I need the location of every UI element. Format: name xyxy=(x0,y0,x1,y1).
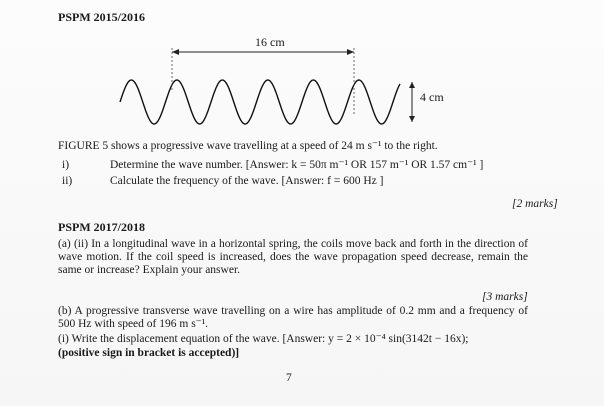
section-title: PSPM 2017/2018 xyxy=(58,220,145,234)
height-arrow-top-head xyxy=(409,82,415,88)
figure-caption: FIGURE 5 shows a progressive wave travelling at a speed of 24 m s⁻¹ to the right. xyxy=(58,140,438,152)
question-bi-text: (i) Write the displacement equation of the wave. [Answer: y = 2 × 10⁻⁴ sin(3142t − 16x); xyxy=(58,333,469,345)
item-i-text: Determine the wave number. [Answer: k = 50π m⁻¹ OR 157 m⁻¹ OR 1.57 cm⁻¹ ] xyxy=(110,159,484,171)
wave-curve xyxy=(120,80,400,124)
question-b-text: (b) A progressive transverse wave travelling on a wire has amplitude of 0.2 mm and a frequency of 500 Hz with speed of 196 m s⁻¹. xyxy=(58,305,528,330)
marks-2015: [2 marks] xyxy=(512,198,558,210)
item-ii-number: ii) xyxy=(62,175,73,187)
page-number: 7 xyxy=(286,372,292,384)
item-i-number: i) xyxy=(62,159,70,171)
item-ii-text: Calculate the frequency of the wave. [Answer: f = 600 Hz ] xyxy=(110,175,384,187)
width-label: 16 cm xyxy=(255,35,285,49)
question-a-text: (a) (ii) In a longitudinal wave in a horizontal spring, the coils move back and forth in the direction of wave motion. If the coil speed is increased, does the wave propagation speed decrease, remain the same or increase? Explain your answer. xyxy=(58,238,528,276)
marks-2017: [3 marks] xyxy=(482,291,528,303)
header-title: PSPM 2015/2016 xyxy=(58,10,145,24)
width-arrow-left-head xyxy=(172,49,179,55)
width-arrow-right-head xyxy=(347,49,354,55)
wave-figure xyxy=(100,30,500,140)
question-bi-note: (positive sign in bracket is accepted)] xyxy=(58,347,240,359)
height-label: 4 cm xyxy=(420,90,444,104)
height-arrow-bottom-head xyxy=(409,116,415,122)
